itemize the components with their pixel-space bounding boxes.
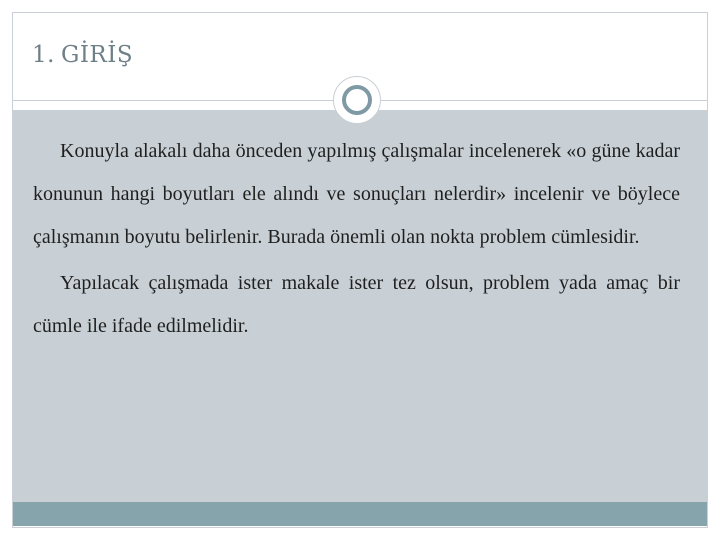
body-paragraph-2: Yapılacak çalışmada ister makale ister tez olsun, problem yada amaç bir cümle ile ifade edilmelidir.: [33, 272, 680, 337]
title-text: GİRİŞ: [60, 42, 134, 68]
footer-bar: [13, 502, 707, 526]
body-paragraph-1: Konuyla alakalı daha önceden yapılmış çalışmalar incelenerek «o güne kadar konunun hangi boyutları ele alındı ve sonuçları nelerdir» incelenir ve böylece çalışmanın boyutu belirlenir. Burada önemli olan nokta problem cümlesidir.: [33, 140, 680, 248]
title-number: 1.: [32, 42, 55, 68]
ring-icon: [342, 85, 372, 115]
slide-body: [33, 130, 680, 351]
slide-title: [32, 42, 133, 68]
